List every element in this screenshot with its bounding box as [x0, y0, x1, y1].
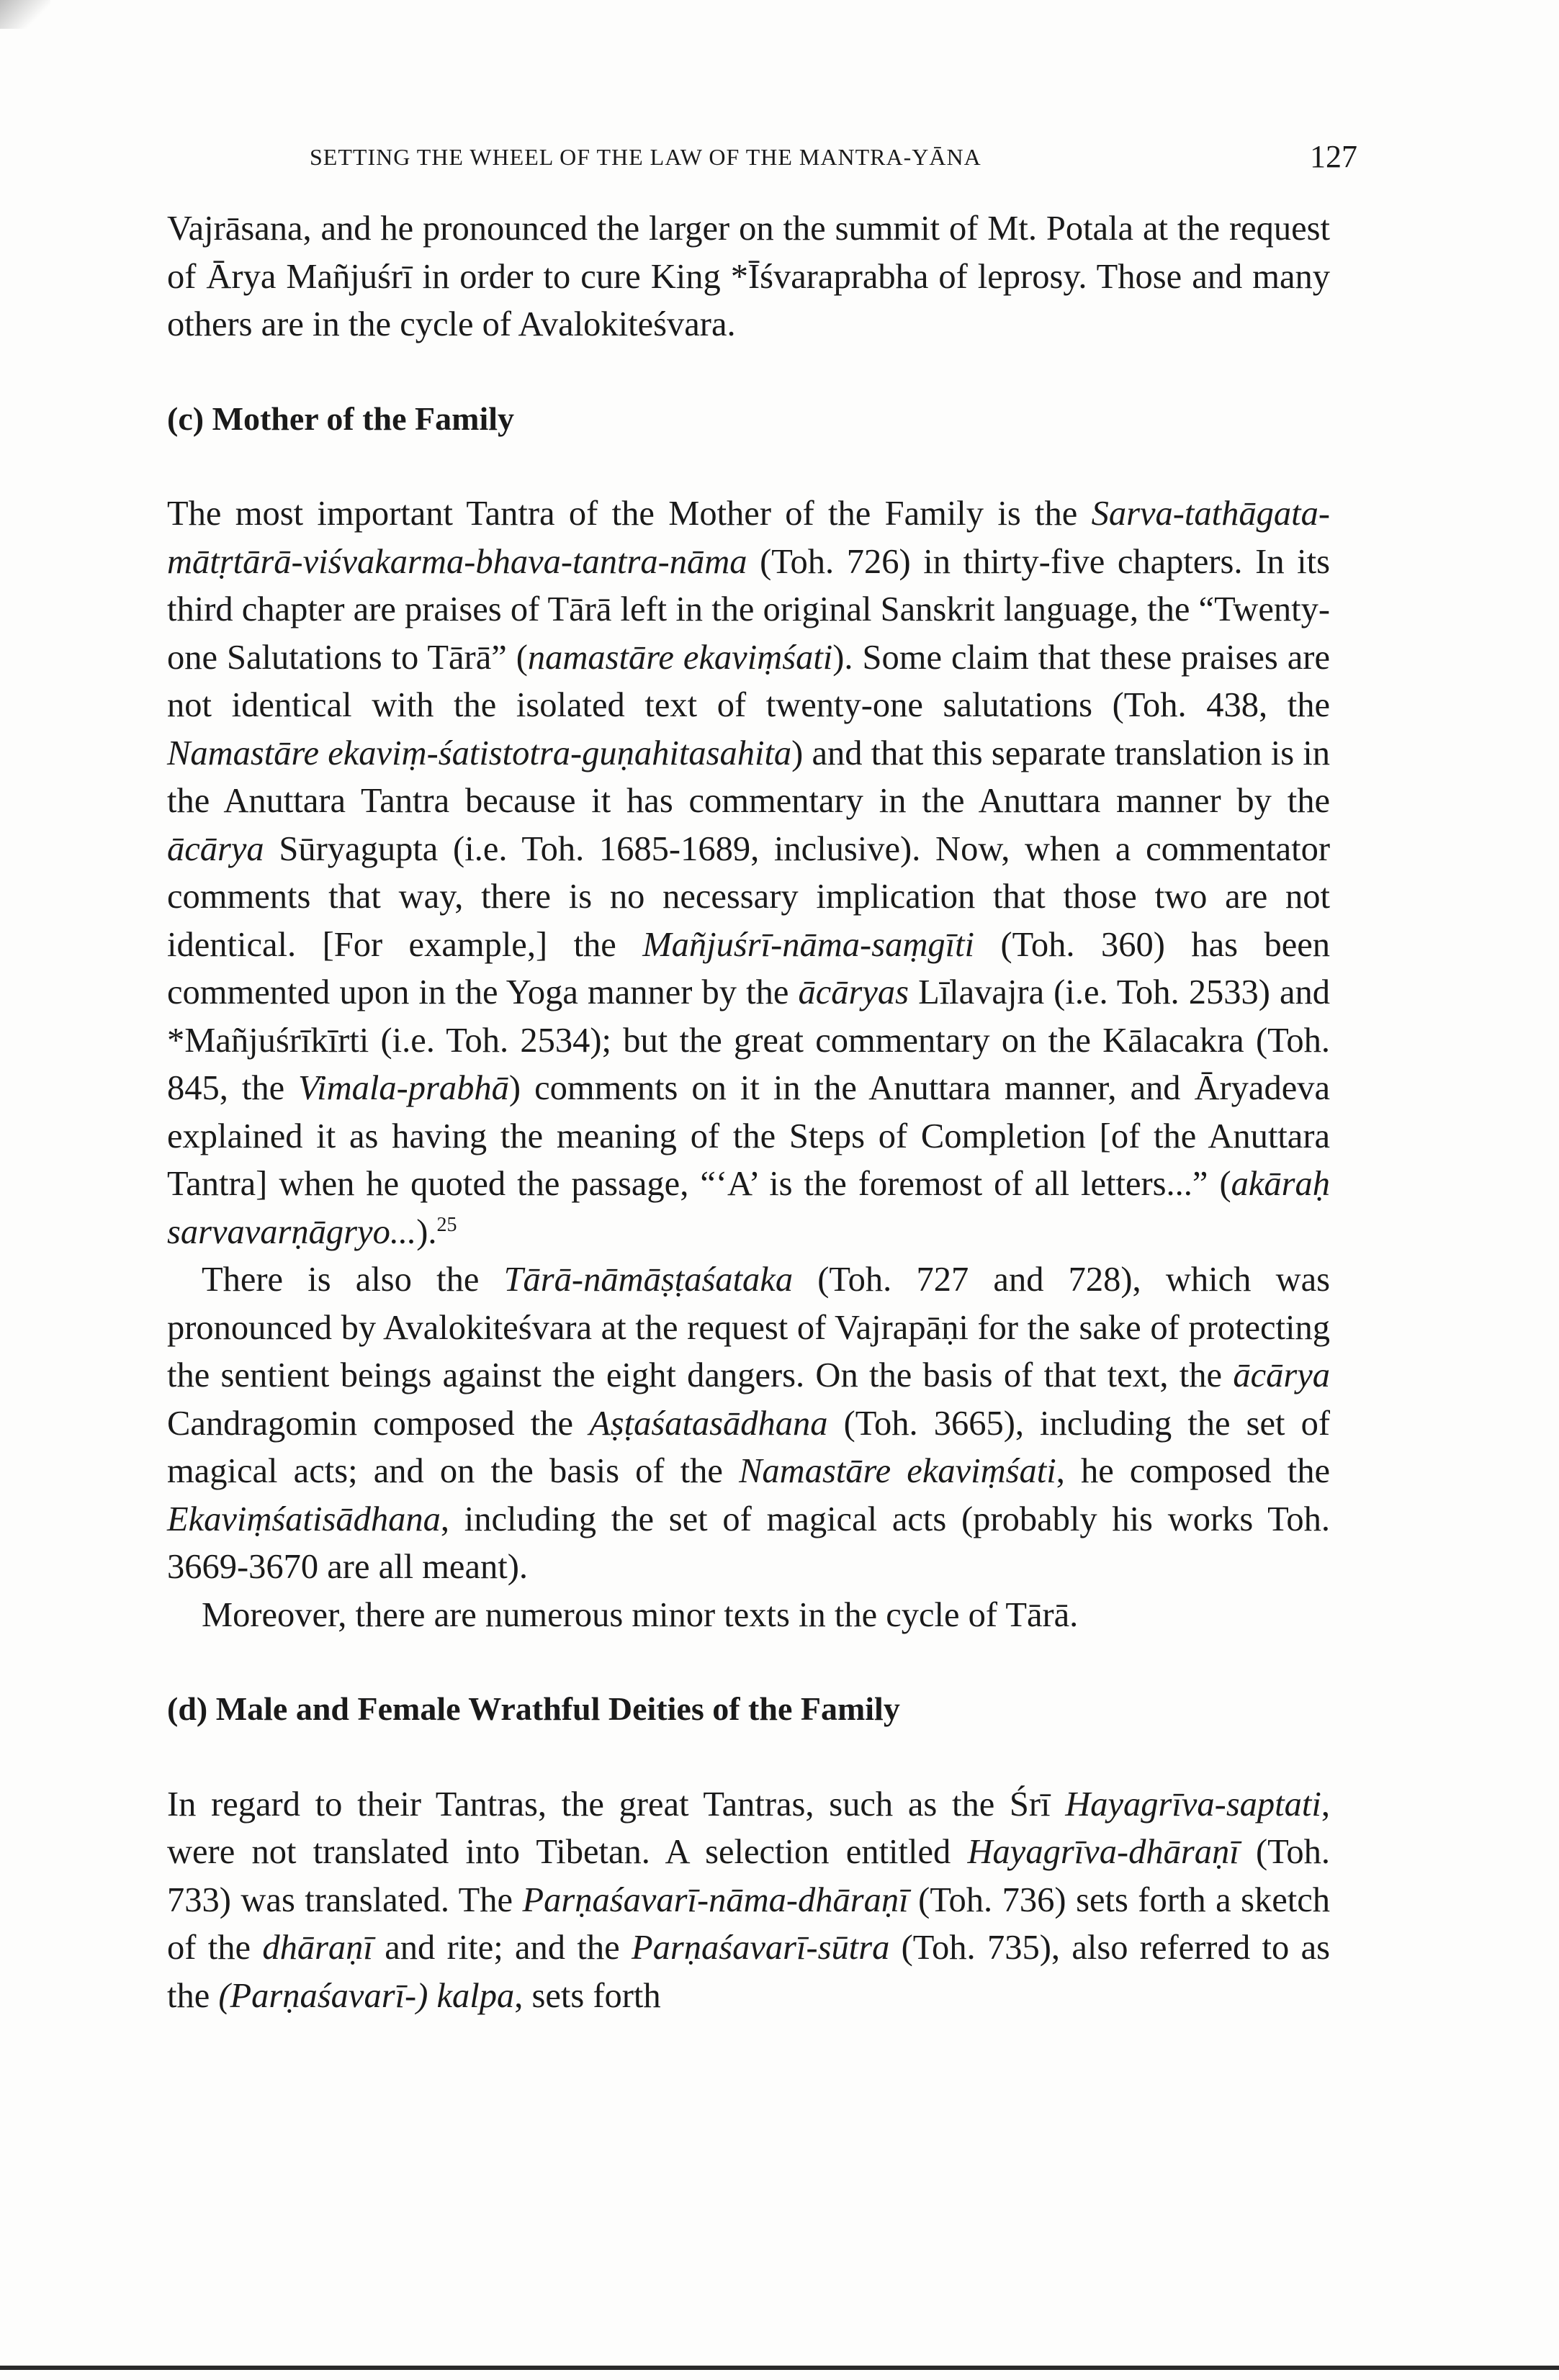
running-title: SETTING THE WHEEL OF THE LAW OF THE MANTRA-YĀNA — [310, 144, 981, 170]
paragraph-tara-namastasataka: There is also the Tārā-nāmāṣṭaśataka (Toh. 727 and 728), which was pronounced by Avalokiteśvara at the request of Vajrapāṇi for the sake of protecting the sentient beings against the eight dangers. On the basis of that text, the ācārya Candragomin composed the Aṣṭaśatasādhana (Toh. 3665), including the set of magical acts; and on the basis of the Namastāre ekaviṃśati, he composed the Ekaviṃśatisādhana, including the set of magical acts (probably his works Toh. 3669-3670 are all meant). — [167, 1261, 1330, 1586]
footnote-marker: 25 — [436, 1213, 457, 1236]
body-text — [167, 205, 1330, 2020]
page-number: 127 — [1310, 139, 1357, 174]
running-header — [310, 138, 1357, 181]
section-heading-wrathful-deities: (d) Male and Female Wrathful Deities of the Family — [167, 1690, 900, 1727]
paragraph-mother-tantra: The most important Tantra of the Mother of the Family is the Sarva-tathāgata-mātṛtārā-viśvakarma-bhava-tantra-nāma (Toh. 726) in thirty-five chapters. In its third chapter are praises of Tārā left in the original Sanskrit language, the “Twenty-one Salutations to Tārā” (namastāre ekaviṃśati). Some claim that these praises are not identical with the isolated text of twenty-one salutations (Toh. 438, the Namastāre ekaviṃ-śatistotra-guṇahitasahita) and that this separate translation is in the Anuttara Tantra because it has commentary in the Anuttara manner by the ācārya Sūryagupta (i.e. Toh. 1685-1689, inclusive). Now, when a commentator comments that way, there is no necessary implication that those two are not identical. [For example,] the Mañjuśrī-nāma-saṃgīti (Toh. 360) has been commented upon in the Yoga manner by the ācāryas Līlavajra (i.e. Toh. 2533) and *Mañjuśrīkīrti (i.e. Toh. 2534); but the great commentary on the Kālacakra (Toh. 845, the Vimala-prabhā) comments on it in the Anuttara manner, and Āryadeva explained it as having the meaning of the Steps of Completion [of the Anuttara Tantra] when he quoted the passage, “‘A’ is the foremost of all letters...” (akāraḥ sarvavarṇāgryo...).$^{25}$ — [167, 495, 1330, 1251]
paragraph-wrathful-tantras: In regard to their Tantras, the great Tantras, such as the Śrī Hayagrīva-saptati, were not translated into Tibetan. A selection entitled Hayagrīva-dhāraṇī (Toh. 733) was translated. The Parṇaśavarī-nāma-dhāraṇī (Toh. 736) sets forth a sketch of the dhāraṇī and rite; and the Parṇaśavarī-sūtra (Toh. 735), also referred to as the (Parṇaśavarī-) kalpa, sets forth — [167, 1785, 1330, 2015]
section-heading-mother-of-family: (c) Mother of the Family — [167, 400, 514, 437]
paragraph-avalokitesvara-cycle: Vajrāsana, and he pronounced the larger on the summit of Mt. Potala at the request of Ārya Mañjuśrī in order to cure King *Īśvaraprabha of leprosy. Those and many others are in the cycle of Avalokiteśvara. — [167, 209, 1330, 343]
paragraph-minor-texts: Moreover, there are numerous minor texts in the cycle of Tārā. — [202, 1595, 1079, 1634]
scan-bottom-edge — [0, 2366, 1559, 2370]
scan-artifact — [0, 0, 50, 29]
